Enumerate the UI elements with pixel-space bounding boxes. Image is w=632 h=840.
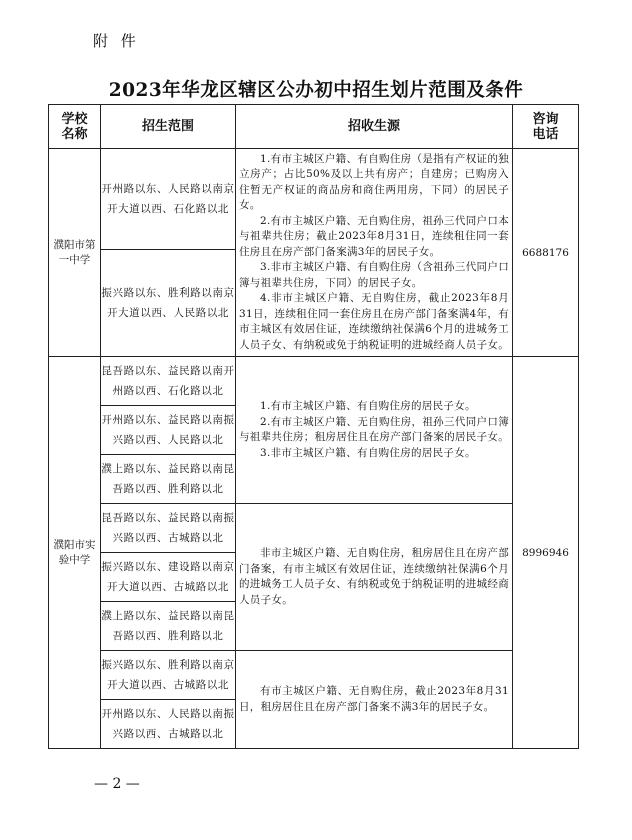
- source-cell: 有市主城区户籍、无自购住房，截止2023年8月31日，租房居住且在房产部门备案不满3年的居民子女。: [236, 651, 513, 749]
- enrollment-table: [48, 104, 579, 749]
- table-row: [49, 504, 579, 553]
- source-cell: 非市主城区户籍、无自购住房，租房居住且在房产部门备案，有市主城区有效居住证，连续缴纳社保满6个月的进城务工人员子女、有纳税或免于纳税证明的进城经商人员子女。: [236, 504, 513, 651]
- range-cell: 振兴路以东、胜利路以南京开大道以西、人民路以北: [101, 250, 236, 357]
- range-cell: 开州路以东、益民路以南振兴路以西、人民路以北: [101, 406, 236, 455]
- header-source: 招收生源: [236, 105, 513, 149]
- range-cell: 开州路以东、人民路以南振兴路以西、古城路以北: [101, 700, 236, 749]
- source-cell: 1.有市主城区户籍、有自购住房的居民子女。 2.有市主城区户籍、无自购住房，祖孙三代同户口簿与祖辈共住房；租房居住且在房产部门备案的居民子女。 3.非市主城区户籍、有自购住房的居民子女。: [236, 357, 513, 504]
- table-header-row: [49, 105, 579, 149]
- range-cell: 昆吾路以东、益民路以南振兴路以西、古城路以北: [101, 504, 236, 553]
- header-range: 招生范围: [101, 105, 236, 149]
- range-cell: 开州路以东、人民路以南京开大道以西、石化路以北: [101, 149, 236, 250]
- range-cell: 振兴路以东、胜利路以南京开大道以西、古城路以北: [101, 651, 236, 700]
- phone-number: 6688176: [513, 149, 579, 357]
- source-cell: 1.有市主城区户籍、有自购住房（是指有产权证的独立房产；占比50%及以上共有房产；自建房；已购房入住暂无产权证的商品房和商住两用房，下同）的居民子女。 2.有市主城区户籍、无自购住房，祖孙三代同户口本与祖辈共住房；截止2023年8月31日，连续租住同一套住房且在房产部门备案满3年的居民子女。 3.非市主城区户籍、有自购住房（含祖孙三代同户口簿与祖辈共住房，下同）的居民子女。 4.非市主城区户籍、无自购住房，截止2023年8月31日，连续租住同一套住房且在房产部门备案满4年，有市主城区有效居住证，连续缴纳社保满6个月的进城务工人员子女、有纳税或免于纳税证明的进城经商人员子女。: [236, 149, 513, 357]
- table-row: [49, 149, 579, 250]
- range-cell: 濮上路以东、益民路以南昆吾路以西、胜利路以北: [101, 455, 236, 504]
- attachment-label: 附 件: [93, 32, 140, 50]
- table-row: [49, 357, 579, 406]
- school-name: 濮阳市实验中学: [49, 357, 101, 749]
- phone-number: 8996946: [513, 357, 579, 749]
- range-cell: 濮上路以东、益民路以南昆吾路以西、胜利路以北: [101, 602, 236, 651]
- header-school: 学校名称: [49, 105, 101, 149]
- document-title: 2023年华龙区辖区公办初中招生划片范围及条件: [108, 80, 524, 101]
- range-cell: 昆吾路以东、益民路以南开州路以西、石化路以北: [101, 357, 236, 406]
- page-number: — 2 —: [94, 776, 140, 792]
- school-name: 濮阳市第一中学: [49, 149, 101, 357]
- table-row: [49, 651, 579, 700]
- header-phone: 咨询电话: [513, 105, 579, 149]
- range-cell: 振兴路以东、建设路以南京开大道以西、古城路以北: [101, 553, 236, 602]
